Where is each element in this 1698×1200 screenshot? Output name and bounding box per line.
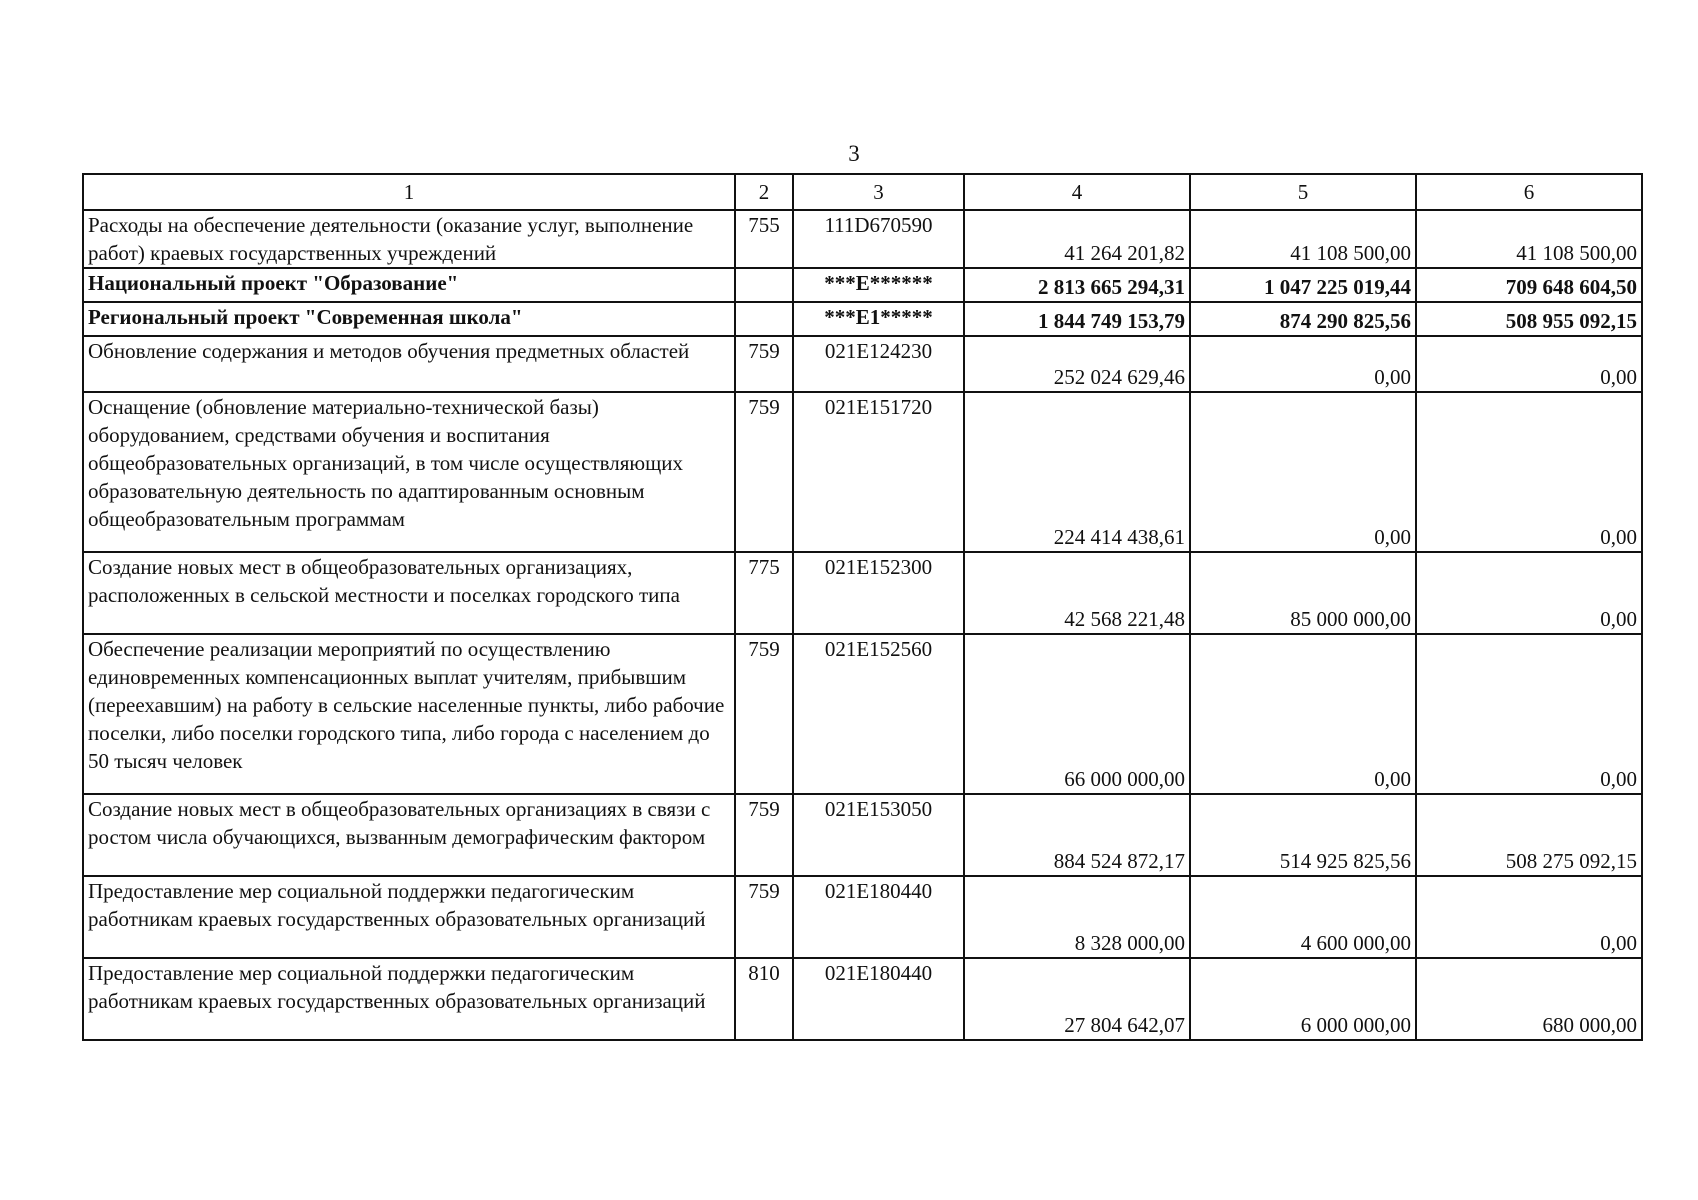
- row-code-cell: 775: [735, 552, 793, 634]
- header-cell-1: 1: [83, 174, 735, 210]
- row-csr-cell: 021E153050: [793, 794, 964, 876]
- row-csr-cell: 021E180440: [793, 876, 964, 958]
- row-name-cell: Обновление содержания и методов обучения предметных областей: [83, 336, 735, 392]
- page-number-text: 3: [848, 141, 860, 166]
- row-value-col6: 680 000,00: [1416, 958, 1642, 1040]
- row-value-col4: 224 414 438,61: [964, 392, 1190, 552]
- table-row: [83, 958, 1642, 1040]
- row-code-cell: 759: [735, 794, 793, 876]
- row-value-col4: 41 264 201,82: [964, 210, 1190, 268]
- row-code-cell: 759: [735, 336, 793, 392]
- row-value-col5: 4 600 000,00: [1190, 876, 1416, 958]
- row-csr-cell: 111D670590: [793, 210, 964, 268]
- row-name-cell: Национальный проект "Образование": [83, 268, 735, 302]
- row-value-col4: 27 804 642,07: [964, 958, 1190, 1040]
- table-row: [83, 210, 1642, 268]
- header-cell-3: 3: [793, 174, 964, 210]
- table-row: [83, 392, 1642, 552]
- row-csr-cell: 021E152560: [793, 634, 964, 794]
- row-value-col4: 884 524 872,17: [964, 794, 1190, 876]
- header-cell-2: 2: [735, 174, 793, 210]
- row-value-col5: 1 047 225 019,44: [1190, 268, 1416, 302]
- row-value-col5: 874 290 825,56: [1190, 302, 1416, 336]
- row-name-cell: Обеспечение реализации мероприятий по осуществлению единовременных компенсационных выплат учителям, прибывшим (переехавшим) на работу в сельские населенные пункты, либо рабочие поселки, либо поселки городского типа, либо города с населением до 50 тысяч человек: [83, 634, 735, 794]
- row-code-cell: 759: [735, 392, 793, 552]
- row-name-cell: Предоставление мер социальной поддержки педагогическим работникам краевых государственных образовательных организаций: [83, 876, 735, 958]
- table-row: [83, 794, 1642, 876]
- row-value-col6: 508 275 092,15: [1416, 794, 1642, 876]
- header-cell-6: 6: [1416, 174, 1642, 210]
- row-value-col6: 0,00: [1416, 392, 1642, 552]
- row-value-col4: 2 813 665 294,31: [964, 268, 1190, 302]
- row-value-col5: 6 000 000,00: [1190, 958, 1416, 1040]
- row-value-col5: 0,00: [1190, 336, 1416, 392]
- row-value-col5: 85 000 000,00: [1190, 552, 1416, 634]
- row-value-col4: 1 844 749 153,79: [964, 302, 1190, 336]
- header-cell-4: 4: [964, 174, 1190, 210]
- page-number: [0, 142, 1698, 166]
- row-code-cell: 810: [735, 958, 793, 1040]
- row-name-cell: Региональный проект "Современная школа": [83, 302, 735, 336]
- row-csr-cell: 021E124230: [793, 336, 964, 392]
- table-row: [83, 552, 1642, 634]
- row-value-col5: 41 108 500,00: [1190, 210, 1416, 268]
- row-value-col4: 8 328 000,00: [964, 876, 1190, 958]
- row-csr-cell: ***E1*****: [793, 302, 964, 336]
- row-name-cell: Предоставление мер социальной поддержки педагогическим работникам краевых государственных образовательных организаций: [83, 958, 735, 1040]
- row-csr-cell: 021E180440: [793, 958, 964, 1040]
- row-value-col4: 42 568 221,48: [964, 552, 1190, 634]
- table-row: [83, 268, 1642, 302]
- row-csr-cell: 021E151720: [793, 392, 964, 552]
- row-name-cell: Создание новых мест в общеобразовательных организациях, расположенных в сельской местности и поселках городского типа: [83, 552, 735, 634]
- row-name-cell: Создание новых мест в общеобразовательных организациях в связи с ростом числа обучающихся, вызванным демографическим фактором: [83, 794, 735, 876]
- table-row: [83, 302, 1642, 336]
- row-value-col6: 0,00: [1416, 552, 1642, 634]
- row-value-col6: 0,00: [1416, 336, 1642, 392]
- row-code-cell: [735, 268, 793, 302]
- row-value-col4: 252 024 629,46: [964, 336, 1190, 392]
- row-value-col4: 66 000 000,00: [964, 634, 1190, 794]
- table-header-row: [83, 174, 1642, 210]
- budget-table: [82, 173, 1643, 1041]
- row-value-col5: 0,00: [1190, 634, 1416, 794]
- row-value-col6: 41 108 500,00: [1416, 210, 1642, 268]
- row-value-col6: 508 955 092,15: [1416, 302, 1642, 336]
- row-value-col5: 0,00: [1190, 392, 1416, 552]
- row-name-cell: Расходы на обеспечение деятельности (оказание услуг, выполнение работ) краевых государственных учреждений: [83, 210, 735, 268]
- row-value-col6: 709 648 604,50: [1416, 268, 1642, 302]
- row-value-col6: 0,00: [1416, 876, 1642, 958]
- row-code-cell: 755: [735, 210, 793, 268]
- table-row: [83, 336, 1642, 392]
- row-value-col6: 0,00: [1416, 634, 1642, 794]
- row-csr-cell: ***E******: [793, 268, 964, 302]
- table-row: [83, 634, 1642, 794]
- table-body: [83, 210, 1642, 1040]
- header-cell-5: 5: [1190, 174, 1416, 210]
- row-code-cell: 759: [735, 876, 793, 958]
- row-csr-cell: 021E152300: [793, 552, 964, 634]
- table-row: [83, 876, 1642, 958]
- row-code-cell: 759: [735, 634, 793, 794]
- row-code-cell: [735, 302, 793, 336]
- row-name-cell: Оснащение (обновление материально-технической базы) оборудованием, средствами обучения и воспитания общеобразовательных организаций, в том числе осуществляющих образовательную деятельность по адаптированным основным общеобразовательным программам: [83, 392, 735, 552]
- row-value-col5: 514 925 825,56: [1190, 794, 1416, 876]
